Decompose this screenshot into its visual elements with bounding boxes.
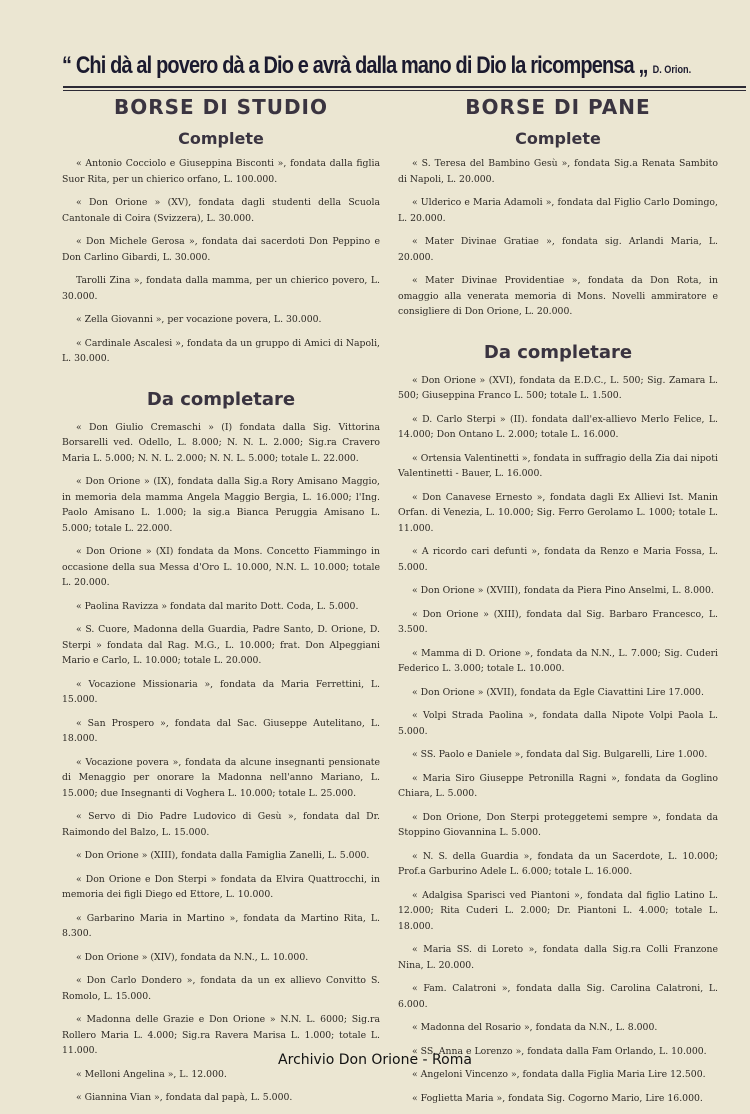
list-item: « Vocazione povera », fondata da alcune insegnanti pensionate di Menaggio per onorare la Madonna nell'anno Mariano, L. 15.000; due Insegnanti di Voghera L. 10.000; totale L. 25.000.: [62, 756, 380, 799]
section-title-pane: BORSE DI PANE: [465, 95, 651, 119]
header-rule: [63, 86, 746, 88]
list-item: « Madonna delle Grazie e Don Orione » N.N. L. 6000; Sig.ra Rollero Maria L. 4.000; Sig.ra Ravera Marisa L. 1.000; totale L. 11.000.: [62, 1014, 380, 1056]
column-borse-di-pane: [398, 95, 718, 1114]
list-item: « D. Carlo Sterpi » (II). fondata dall'ex-allievo Merlo Felice, L. 14.000; Don Ontano L. 2.000; totale L. 16.000.: [398, 413, 718, 440]
archive-footer: Archivio Don Orione - Roma: [278, 1052, 472, 1068]
list-item: « San Prospero », fondata dal Sac. Giuseppe Autelitano, L. 18.000.: [62, 717, 380, 744]
quote-text: “ Chi dà al povero dà a Dio e avrà dalla mano di Dio la ricompensa „: [62, 52, 648, 79]
list-item: « Volpi Strada Paolina », fondata dalla Nipote Volpi Paola L. 5.000.: [398, 710, 718, 737]
list-item: « Maria Siro Giuseppe Petronilla Ragni », fondata da Goglino Chiara, L. 5.000.: [398, 772, 718, 799]
list-item: « Garbarino Maria in Martino », fondata da Martino Rita, L. 8.300.: [62, 912, 380, 939]
quote-signature: D. Orion.: [652, 64, 692, 76]
list-item: « Mater Divinae Gratiae », fondata sig. Arlandi Maria, L. 20.000.: [398, 236, 718, 263]
headline-quote: [62, 52, 692, 80]
list-item: « Adalgisa Sparisci ved Piantoni », fondata dal figlio Latino L. 12.000; Rita Cuderi L. 2.000; Dr. Piantoni L. 4.000; totale L. 18.000.: [398, 889, 718, 932]
list-item: « Don Orione » (XI) fondata da Mons. Concetto Fiammingo in occasione della sua Messa d'Oro L. 10.000, N.N. L. 10.000; totale L. 20.000.: [62, 546, 380, 588]
subheading-complete-pane: Complete: [515, 129, 601, 148]
list-item: « Ortensia Valentinetti », fondata in suffragio della Zia dai nipoti Valentinetti - Bauer, L. 16.000.: [398, 452, 718, 479]
list-complete-studio: [62, 156, 380, 367]
list-item: « Servo di Dio Padre Ludovico di Gesù », fondata dal Dr. Raimondo del Balzo, L. 15.000.: [62, 811, 380, 838]
list-item: « Don Orione » (XIII), fondata dalla Famiglia Zanelli, L. 5.000.: [76, 850, 370, 861]
list-item: « Maria SS. di Loreto », fondata dalla Sig.ra Colli Franzone Nina, L. 20.000.: [398, 944, 718, 971]
list-item: « Mater Divinae Providentiae », fondata da Don Rota, in omaggio alla venerata memoria di Mons. Novelli ammiratore e consigliere di Don Orione, L. 20.000.: [398, 275, 718, 317]
list-item: « SS. Anna e Lorenzo », fondata dalla Fam Orlando, L. 10.000.: [412, 1045, 707, 1057]
header-rule-thin: [63, 90, 746, 91]
subheading-complete-studio: Complete: [178, 129, 264, 148]
list-item: « Don Orione, Don Sterpi proteggetemi sempre », fondata da Stoppino Giovannina L. 5.000.: [398, 811, 718, 838]
list-item: « Don Orione » (XVII), fondata da Egle Ciavattini Lire 17.000.: [412, 686, 704, 698]
list-item: « Don Canavese Ernesto », fondata dagli Ex Allievi Ist. Manin Orfan. di Venezia, L. 10.000; Sig. Ferro Gerolamo L. 1000; totale L. 11.000.: [398, 491, 718, 534]
list-item: « Foglietta Maria », fondata Sig. Cogorno Mario, Lire 16.000.: [412, 1092, 703, 1104]
list-item: « N. S. della Guardia », fondata da un Sacerdote, L. 10.000; Prof.a Garburino Adele L. 6.000; totale L. 16.000.: [398, 850, 718, 877]
list-item: « Fam. Calatroni », fondata dalla Sig. Carolina Calatroni, L. 6.000.: [398, 983, 718, 1010]
list-item: « SS. Paolo e Daniele », fondata dal Sig. Bulgarelli, Lire 1.000.: [412, 749, 708, 760]
list-item: « Cardinale Ascalesi », fondata da un gruppo di Amici di Napoli, L. 30.000.: [62, 337, 380, 364]
subheading-incomplete-studio: Da completare: [146, 388, 296, 410]
list-item: « Madonna del Rosario », fondata da N.N., L. 8.000.: [412, 1022, 658, 1033]
list-item: « Giannina Vian », fondata dal papà, L. 5.000.: [76, 1092, 293, 1103]
list-incomplete-studio: [62, 420, 380, 1106]
list-item: « A ricordo cari defunti », fondata da Renzo e Maria Fossa, L. 5.000.: [398, 546, 718, 573]
list-incomplete-pane: [398, 373, 718, 1107]
list-item: « Vocazione Missionaria », fondata da Maria Ferrettini, L. 15.000.: [62, 678, 380, 705]
list-item: « Mamma di D. Orione », fondata da N.N., L. 7.000; Sig. Cuderi Federico L. 3.000; totale L. 10.000.: [398, 647, 718, 674]
column-borse-di-studio: [62, 95, 380, 1114]
list-item: « Zella Giovanni », per vocazione povera, L. 30.000.: [76, 314, 322, 325]
list-item: « Don Orione » (XVIII), fondata da Piera Pino Anselmi, L. 8.000.: [412, 585, 714, 596]
list-item: « Melloni Angelina », L. 12.000.: [76, 1068, 227, 1080]
list-item: « Don Orione » (XIII), fondata dal Sig. Barbaro Francesco, L. 3.500.: [398, 608, 718, 635]
subheading-incomplete-pane: Da completare: [483, 341, 633, 363]
list-item: « Paolina Ravizza » fondata dal marito Dott. Coda, L. 5.000.: [76, 600, 359, 612]
list-complete-pane: [398, 156, 718, 320]
list-item: « Antonio Cocciolo e Giuseppina Bisconti », fondata dalla figlia Suor Rita, per un chierico orfano, L. 100.000.: [62, 158, 380, 185]
list-item: « Don Orione » (XVI), fondata da E.D.C., L. 500; Sig. Zamara L. 500; Giuseppina Franco L. 500; totale L. 1.500.: [398, 374, 718, 401]
list-item: « S. Cuore, Madonna della Guardia, Padre Santo, D. Orione, D. Sterpi » fondata dal Rag. M.G., L. 10.000; frat. Don Alpeggiani Mario e Carlo, L. 10.000; totale L. 20.000.: [62, 624, 380, 666]
list-item: « Don Orione e Don Sterpi » fondata da Elvira Quattrocchi, in memoria dei figli Diego ed Ettore, L. 10.000.: [62, 873, 380, 900]
list-item: « Angeloni Vincenzo », fondata dalla Figlia Maria Lire 12.500.: [412, 1069, 706, 1080]
list-item: « Don Giulio Cremaschi » (I) fondata dalla Sig. Vittorina Borsarelli ved. Odello, L. 8.000; N. N. L. 2.000; Sig.ra Cravero Maria L. 5.000; N. N. L. 2.000; N. N. L. 5.000; totale L. 22.000.: [62, 421, 380, 464]
list-item: « Don Michele Gerosa », fondata dai sacerdoti Don Peppino e Don Carlino Gibardi, L. 30.000.: [62, 236, 380, 263]
list-item: Tarolli Zina », fondata dalla mamma, per un chierico povero, L. 30.000.: [62, 275, 380, 302]
list-item: « Don Orione » (XV), fondata dagli studenti della Scuola Cantonale di Coira (Svizzera), L. 30.000.: [62, 197, 380, 224]
list-item: « Ulderico e Maria Adamoli », fondata dal Figlio Carlo Domingo, L. 20.000.: [398, 197, 718, 224]
list-item: « Don Orione » (IX), fondata dalla Sig.a Rory Amisano Maggio, in memoria dela mamma Angela Maggio Bergia, L. 16.000; l'Ing. Paolo Amisano L. 1.000; la sig.a Bianca Peruggia Amisano L. 5.000; totale L. 22.000.: [62, 476, 380, 534]
list-item: « Don Orione » (XIV), fondata da N.N., L. 10.000.: [76, 951, 309, 963]
section-title-studio: BORSE DI STUDIO: [113, 95, 328, 119]
list-item: « S. Teresa del Bambino Gesù », fondata Sig.a Renata Sambito di Napoli, L. 20.000.: [398, 158, 718, 185]
list-item: « Don Carlo Dondero », fondata da un ex allievo Convitto S. Romolo, L. 15.000.: [62, 975, 380, 1002]
